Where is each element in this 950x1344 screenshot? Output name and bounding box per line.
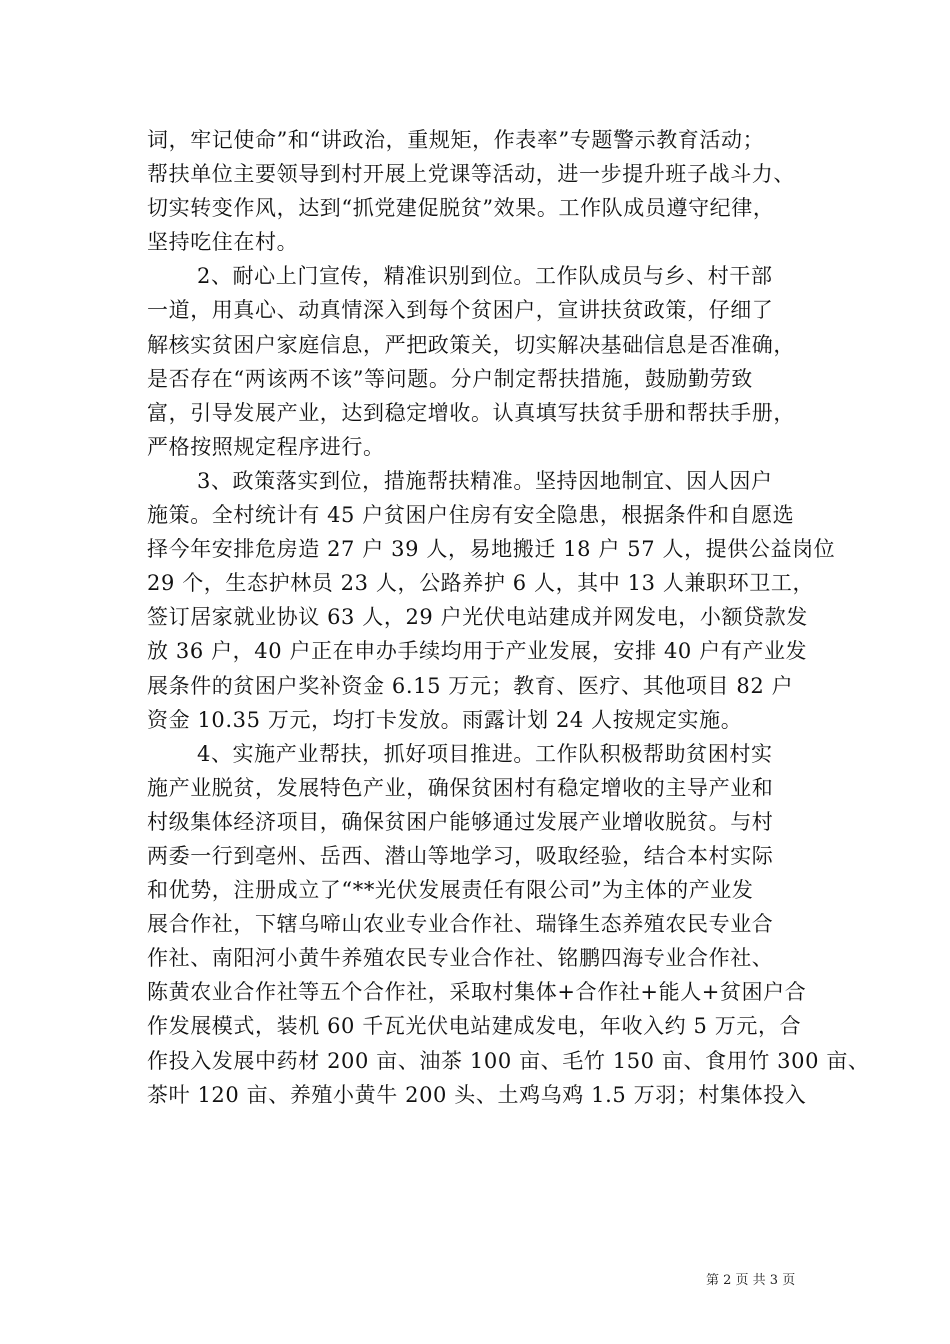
text-line: 茶叶 120 亩、养殖小黄牛 200 头、土鸡乌鸡 1.5 万羽；村集体投入 — [147, 1082, 807, 1107]
text-line: 展合作社，下辖乌啼山农业专业合作社、瑞锋生态养殖农民专业合 — [147, 912, 774, 937]
text-line: 作投入发展中药材 200 亩、油茶 100 亩、毛竹 150 亩、食用竹 300 亩、 — [147, 1048, 870, 1073]
text-line: 择今年安排危房造 27 户 39 人，易地搬迁 18 户 57 人，提供公益岗位 — [147, 537, 836, 562]
text-line: 3、政策落实到位，措施帮扶精准。坚持因地制宜、因人因户 — [197, 468, 773, 493]
text-line: 是否存在“两该两不该”等问题。分户制定帮扶措施，鼓励勤劳致 — [147, 366, 753, 391]
text-line: 4、实施产业帮扶，抓好项目推进。工作队积极帮助贫困村实 — [197, 741, 773, 766]
text-line: 坚持吃住在村。 — [147, 230, 299, 255]
paragraph-3 — [147, 464, 836, 737]
text-line: 作社、南阳河小黄牛养殖农民专业合作社、铭鹏四海专业合作社、 — [147, 946, 774, 971]
document-body — [147, 123, 870, 1112]
paragraph-2 — [147, 259, 807, 464]
text-line: 帮扶单位主要领导到村开展上党课等活动，进一步提升班子战斗力、 — [147, 162, 795, 187]
text-line: 作发展模式，装机 60 千瓦光伏电站建成发电，年收入约 5 万元，合 — [147, 1014, 802, 1039]
page-number-footer: 第 2 页 共 3 页 — [706, 1273, 796, 1288]
text-line: 资金 10.35 万元，均打卡发放。雨露计划 24 人按规定实施。 — [147, 707, 743, 732]
text-line: 2、耐心上门宣传，精准识别到位。工作队成员与乡、村干部 — [197, 264, 773, 289]
text-line: 严格按照规定程序进行。 — [147, 434, 385, 459]
text-line: 放 36 户，40 户正在申办手续均用于产业发展，安排 40 户有产业发 — [147, 639, 808, 664]
paragraph-1 — [147, 123, 807, 259]
text-line: 和优势，注册成立了“**光伏发展责任有限公司”为主体的产业发 — [147, 878, 754, 903]
text-line: 施策。全村统计有 45 户贫困户住房有安全隐患，根据条件和自愿选 — [147, 503, 795, 528]
text-line: 施产业脱贫，发展特色产业，确保贫困村有稳定增收的主导产业和 — [147, 775, 774, 800]
text-line: 陈黄农业合作社等五个合作社，采取村集体+合作社+能人+贫困户合 — [147, 980, 807, 1005]
text-line: 一道，用真心、动真情深入到每个贫困户，宣讲扶贫政策，仔细了 — [147, 298, 774, 323]
text-line: 签订居家就业协议 63 人，29 户光伏电站建成并网发电，小额贷款发 — [147, 605, 808, 630]
text-line: 解核实贫困户家庭信息，严把政策关，切实解决基础信息是否准确， — [147, 332, 795, 357]
text-line: 两委一行到亳州、岳西、潜山等地学习，吸取经验，结合本村实际 — [147, 843, 774, 868]
paragraph-4 — [147, 737, 870, 1112]
text-line: 展条件的贫困户奖补资金 6.15 万元；教育、医疗、其他项目 82 户 — [147, 673, 794, 698]
text-line: 村级集体经济项目，确保贫困户能够通过发展产业增收脱贫。与村 — [147, 809, 774, 834]
text-line: 29 个，生态护林员 23 人，公路养护 6 人，其中 13 人兼职环卫工， — [147, 571, 815, 596]
text-line: 词，牢记使命”和“讲政治，重规矩，作表率”专题警示教育活动； — [147, 128, 765, 152]
text-line: 富，引导发展产业，达到稳定增收。认真填写扶贫手册和帮扶手册， — [147, 400, 795, 425]
text-line: 切实转变作风，达到“抓党建促脱贫”效果。工作队成员遵守纪律， — [147, 196, 775, 221]
